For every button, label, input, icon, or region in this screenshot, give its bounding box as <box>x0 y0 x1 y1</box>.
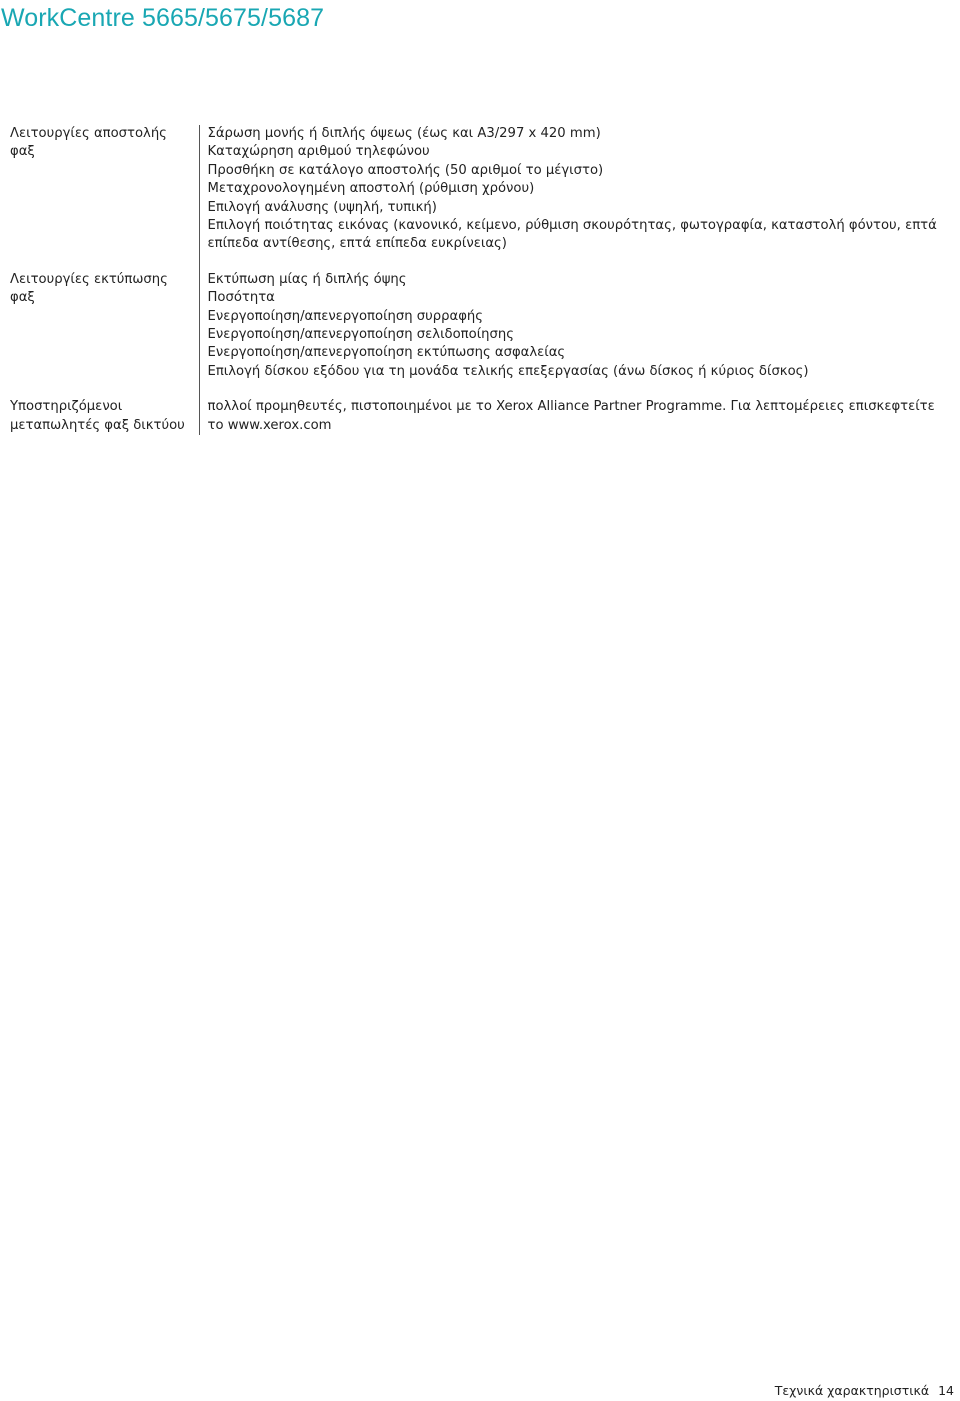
spacer-label-cell <box>0 381 199 398</box>
spec-item: πολλοί προμηθευτές, πιστοποιημένοι με το Xerox Alliance Partner Programme. Για λεπτομέρειες επισκεφτείτε το www.xerox.com <box>207 399 935 433</box>
spacer-content-cell <box>199 254 950 271</box>
row-spacer <box>0 254 950 271</box>
footer-section-name: Τεχνικά χαρακτηριστικά <box>774 1383 930 1398</box>
page-footer <box>775 1383 954 1398</box>
spec-item: Προσθήκη σε κατάλογο αποστολής (50 αριθμοί το μέγιστο) <box>207 162 604 178</box>
spec-item: Ποσότητα <box>207 290 275 306</box>
spacer-content-cell <box>199 381 950 398</box>
spec-content <box>199 125 950 254</box>
spec-row-fax-sending <box>0 125 950 254</box>
spec-content <box>199 271 950 381</box>
spec-item: Σάρωση μονής ή διπλής όψεως (έως και A3/297 x 420 mm) <box>207 126 601 141</box>
spec-label: Υποστηριζόμενοι μεταπωλητές φαξ δικτύου <box>0 398 199 435</box>
specifications-table <box>0 125 950 435</box>
spec-item: Επιλογή ανάλυσης (υψηλή, τυπική) <box>207 199 437 215</box>
spec-item: Επιλογή ποιότητας εικόνας (κανονικό, κείμενο, ρύθμιση σκουρότητας, φωτογραφία, καταστολή φόντου, επτά επίπεδα αντίθεσης, επτά επίπεδα ευκρίνειας) <box>207 218 937 252</box>
spacer-label-cell <box>0 254 199 271</box>
spec-row-fax-printing <box>0 271 950 381</box>
spec-label: Λειτουργίες εκτύπωσης φαξ <box>0 271 199 381</box>
spec-item: Εκτύπωση μίας ή διπλής όψης <box>207 271 407 287</box>
spec-label: Λειτουργίες αποστολής φαξ <box>0 125 199 254</box>
spec-item: Καταχώρηση αριθμού τηλεφώνου <box>207 144 430 160</box>
spec-content <box>199 398 950 435</box>
spec-item: Ενεργοποίηση/απενεργοποίηση σελιδοποίησης <box>207 327 514 343</box>
spec-row-network-fax-vendors <box>0 398 950 435</box>
page-number: 14 <box>938 1383 954 1398</box>
spec-item: Ενεργοποίηση/απενεργοποίηση εκτύπωσης ασφαλείας <box>207 345 566 361</box>
spec-item: Επιλογή δίσκου εξόδου για τη μονάδα τελικής επεξεργασίας (άνω δίσκος ή κύριος δίσκος) <box>207 363 809 379</box>
spec-item: Ενεργοποίηση/απενεργοποίηση συρραφής <box>207 308 484 324</box>
row-spacer <box>0 381 950 398</box>
page-title: WorkCentre 5665/5675/5687 <box>1 4 325 32</box>
spec-item: Μεταχρονολογημένη αποστολή (ρύθμιση χρόνου) <box>207 181 535 197</box>
